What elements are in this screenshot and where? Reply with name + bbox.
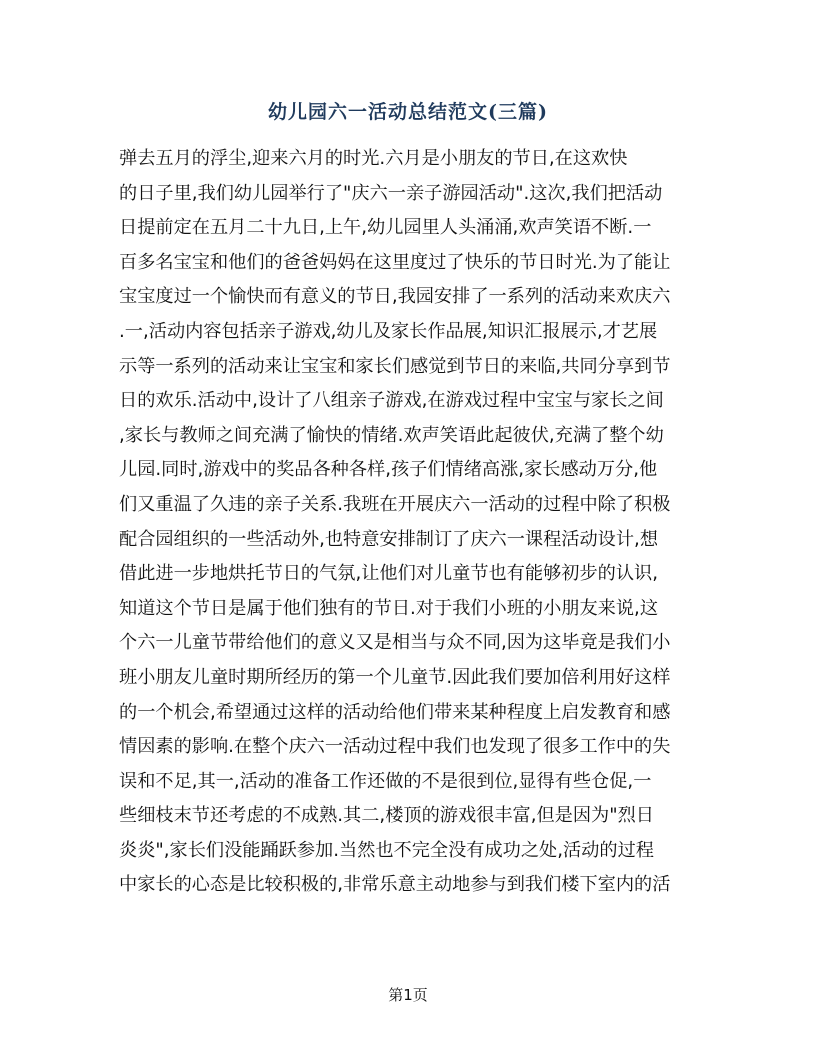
text-line: 炎炎",家长们没能踊跃参加.当然也不完全没有成功之处,活动的过程 [119, 839, 654, 861]
document-title: 幼儿园六一活动总结范文(三篇) [268, 101, 548, 123]
text-line: 宝宝度过一个愉快而有意义的节日,我园安排了一系列的活动来欢庆六 [119, 286, 671, 308]
text-line: 误和不足,其一,活动的准备工作还做的不是很到位,显得有些仓促,一 [119, 770, 652, 792]
text-line: 中家长的心态是比较积极的,非常乐意主动地参与到我们楼下室内的活 [119, 874, 671, 896]
text-line: 知道这个节日是属于他们独有的节日.对于我们小班的小朋友来说,这 [119, 597, 659, 619]
text-line: 的一个机会,希望通过这样的活动给他们带来某种程度上启发教育和感 [119, 701, 671, 723]
document-body [119, 142, 709, 903]
text-line: 日提前定在五月二十九日,上午,幼儿园里人头涌涌,欢声笑语不断.一 [119, 217, 652, 239]
text-line: 百多名宝宝和他们的爸爸妈妈在这里度过了快乐的节日时光.为了能让 [119, 251, 671, 273]
text-line: 儿园.同时,游戏中的奖品各种各样,孩子们情绪高涨,家长感动万分,他 [119, 459, 658, 481]
page-number: 第1页 [388, 986, 428, 1004]
text-line: 情因素的影响.在整个庆六一活动过程中我们也发现了很多工作中的失 [119, 736, 671, 758]
text-line: 些细枝末节还考虑的不成熟.其二,楼顶的游戏很丰富,但是因为"烈日 [119, 805, 654, 827]
text-line: 弹去五月的浮尘,迎来六月的时光.六月是小朋友的节日,在这欢快 [119, 148, 628, 169]
text-line: 日的欢乐.活动中,设计了八组亲子游戏,在游戏过程中宝宝与家长之间 [119, 390, 664, 412]
text-line: 的日子里,我们幼儿园举行了"庆六一亲子游园活动".这次,我们把活动 [119, 182, 663, 204]
text-line: ,家长与教师之间充满了愉快的情绪.欢声笑语此起彼伏,充满了整个幼 [119, 424, 664, 446]
text-line: 借此进一步地烘托节日的气氛,让他们对儿童节也有能够初步的认识, [119, 563, 659, 585]
text-line: 个六一儿童节带给他们的意义又是相当与众不同,因为这毕竟是我们小 [119, 632, 671, 654]
text-line: 示等一系列的活动来让宝宝和家长们感觉到节日的来临,共同分享到节 [119, 355, 671, 377]
text-line: 配合园组织的一些活动外,也特意安排制订了庆六一课程活动设计,想 [119, 528, 659, 550]
text-line: .一,活动内容包括亲子游戏,幼儿及家长作品展,知识汇报展示,才艺展 [119, 320, 658, 342]
text-line: 班小朋友儿童时期所经历的第一个儿童节.因此我们要加倍利用好这样 [119, 666, 671, 688]
text-line: 们又重温了久违的亲子关系.我班在开展庆六一活动的过程中除了积极 [119, 493, 671, 515]
